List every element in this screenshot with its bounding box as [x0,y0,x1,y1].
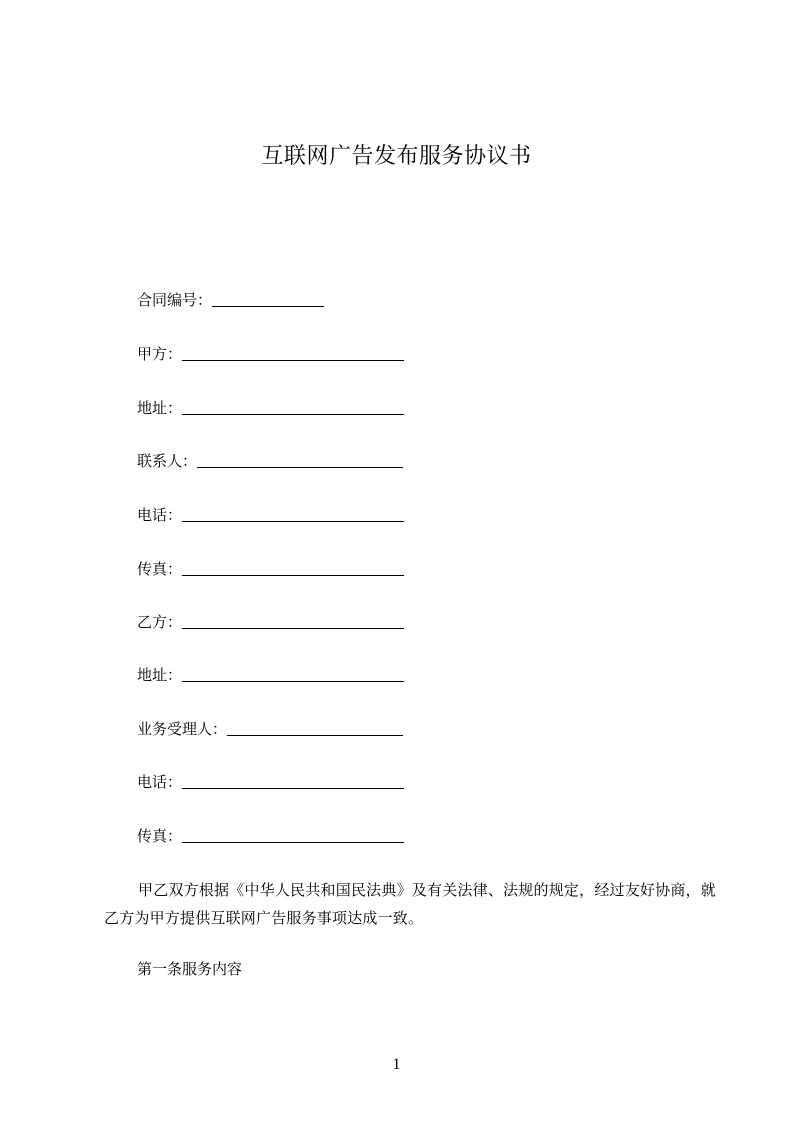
contract-number-blank[interactable] [212,291,324,307]
party-b-agent-blank[interactable] [227,720,403,736]
party-b-field [137,612,404,632]
document-title: 互联网广告发布服务协议书 [261,144,532,169]
field-label: 甲方： [137,345,183,363]
field-label: 传真： [137,827,183,845]
party-a-address-blank[interactable] [182,399,404,415]
party-a-field [137,344,404,364]
party-b-blank[interactable] [182,613,404,629]
field-label: 传真： [137,560,183,578]
field-label: 业务受理人： [137,720,228,738]
section-heading: 第一条服务内容 [137,960,243,978]
party-a-fax-field [137,559,404,579]
party-b-phone-field [137,772,404,792]
field-label: 合同编号： [137,291,213,309]
party-b-fax-field [137,826,404,846]
party-b-agent-field [137,719,403,739]
page-number: 1 [392,1056,401,1073]
party-b-address-blank[interactable] [182,666,404,682]
party-a-blank[interactable] [182,345,404,361]
party-a-address-field [137,398,404,418]
party-a-contact-blank[interactable] [197,452,403,468]
party-a-phone-blank[interactable] [182,506,404,522]
field-label: 乙方： [137,613,183,631]
field-label: 地址： [137,399,183,417]
party-a-contact-field [137,451,403,471]
field-label: 电话： [137,773,183,791]
contract-number-field [137,290,324,310]
party-b-address-field [137,665,404,685]
party-a-phone-field [137,505,404,525]
party-b-phone-blank[interactable] [182,773,404,789]
field-label: 电话： [137,506,183,524]
party-b-fax-blank[interactable] [182,827,404,843]
field-label: 地址： [137,666,183,684]
intro-paragraph: 甲乙双方根据《中华人民共和国民法典》及有关法律、法规的规定，经过友好协商，就乙方为甲方提供互联网广告服务事项达成一致。 [104,881,716,927]
party-a-fax-blank[interactable] [182,560,404,576]
field-label: 联系人： [137,452,198,470]
